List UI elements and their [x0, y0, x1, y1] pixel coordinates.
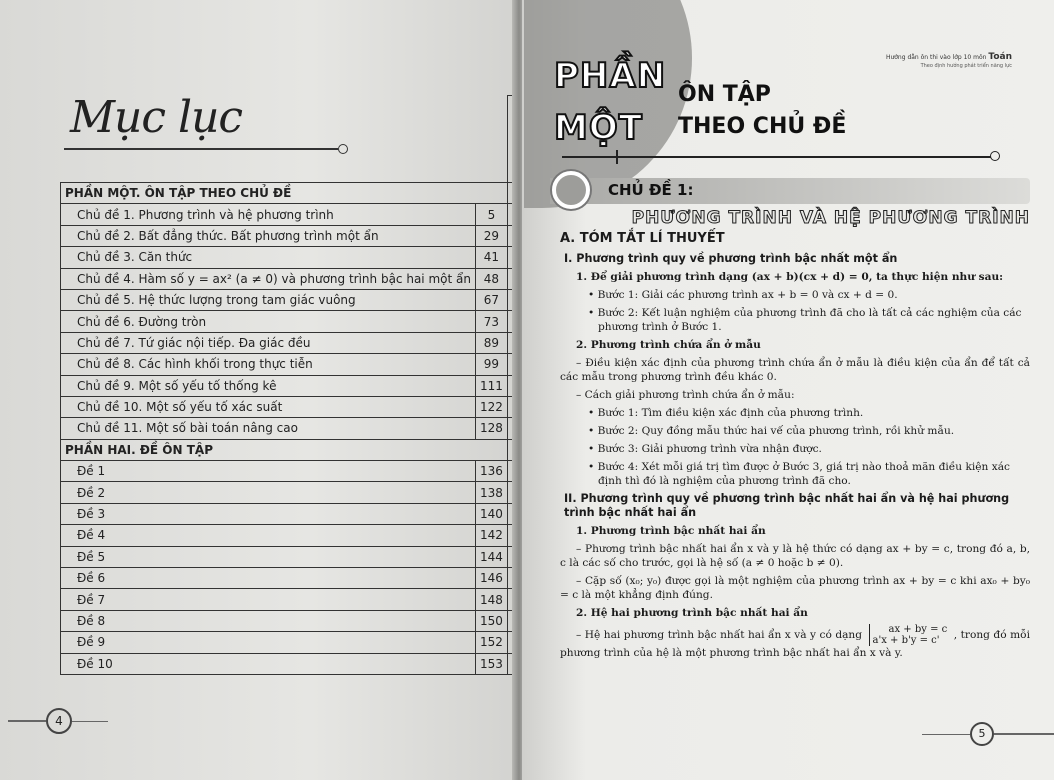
running-header-subject: Toán: [988, 52, 1012, 62]
section-a-heading: A. TÓM TẮT LÍ THUYẾT: [560, 231, 725, 246]
step-1-2-2: • Bước 2: Quy đồng mẫu thức hai vế của phương trình, rồi khử mẫu.: [588, 425, 955, 437]
table-row[interactable]: [61, 418, 519, 439]
table-row[interactable]: [61, 632, 519, 653]
table-row[interactable]: [61, 589, 519, 610]
page-number-left: 4: [46, 708, 72, 734]
toc-entry-title: Đề 9: [61, 632, 476, 653]
toc-entry-title: Chủ đề 2. Bất đẳng thức. Bất phương trình một ẩn: [61, 225, 476, 246]
step-1-2-4: • Bước 4: Xét mỗi giá trị tìm được ở Bước 3, giá trị nào thoả mãn điều kiện xác định thì đó là nghiệm của phương trình đã cho.: [588, 461, 1010, 487]
page-number-right: 5: [970, 722, 994, 746]
toc-entry-page: 148: [475, 589, 507, 610]
system-intro-text: – Hệ hai phương trình bậc nhất hai ẩn x và y có dạng: [576, 629, 863, 641]
page-number-right-line: [922, 734, 970, 735]
body-text: [560, 232, 1030, 664]
paragraph-1-2-2: – Cách giải phương trình chứa ẩn ở mẫu:: [576, 389, 795, 401]
toc-entry-title: Đề 8: [61, 610, 476, 631]
topic-ring-icon: [552, 171, 590, 209]
topic-name: PHƯƠNG TRÌNH VÀ HỆ PHƯƠNG TRÌNH: [631, 208, 1030, 228]
toc-entry-title: Đề 4: [61, 525, 476, 546]
section-2-heading: II. Phương trình quy về phương trình bậc nhất hai ẩn và hệ hai phương trình bậc nhất hai ẩn: [564, 492, 1010, 519]
step-1-1-1: • Bước 1: Giải các phương trình ax + b = 0 và cx + d = 0.: [588, 289, 898, 301]
toc-entry-page: 128: [475, 418, 507, 439]
subsection-2-1-heading: 1. Phương trình bậc nhất hai ẩn: [576, 525, 766, 537]
paragraph-1-2-1: – Điều kiện xác định của phương trình chứa ẩn ở mẫu là điều kiện của ẩn để tất cả các mẫu trong phương trình đều khác 0.: [560, 357, 1030, 383]
toc-entry-page: 48: [475, 268, 507, 289]
subsection-1-1-heading: 1. Để giải phương trình dạng (ax + b)(cx + d) = 0, ta thực hiện như sau:: [576, 271, 1004, 283]
part-title-1: ÔN TẬP: [678, 82, 771, 107]
toc-title: Mục lục: [70, 92, 243, 143]
toc-entry-page: 41: [475, 247, 507, 268]
running-header: [886, 52, 1012, 62]
topic-label: CHỦ ĐỀ 1:: [608, 181, 694, 199]
toc-entry-page: 5: [475, 204, 507, 225]
toc-entry-title: Chủ đề 10. Một số yếu tố xác suất: [61, 396, 476, 417]
system-outro-text: , trong đó mỗi phương trình của hệ là một phương trình bậc nhất hai ẩn x và y.: [560, 629, 1030, 659]
toc-entry-page: 29: [475, 225, 507, 246]
toc-entry-title: Chủ đề 1. Phương trình và hệ phương trình: [61, 204, 476, 225]
table-row[interactable]: [61, 289, 519, 310]
toc-entry-page: 99: [475, 354, 507, 375]
subsection-1-2-heading: 2. Phương trình chứa ẩn ở mẫu: [576, 339, 761, 351]
toc-entry-page: 140: [475, 503, 507, 524]
toc-entry-page: 89: [475, 332, 507, 353]
step-1-2-1: • Bước 1: Tìm điều kiện xác định của phương trình.: [588, 407, 864, 419]
toc-entry-title: Đề 3: [61, 503, 476, 524]
table-row[interactable]: [61, 546, 519, 567]
toc-header-blank: [61, 96, 508, 183]
part-header-circle: [524, 0, 692, 208]
table-row[interactable]: [61, 482, 519, 503]
table-row[interactable]: [61, 610, 519, 631]
toc-entry-page: 111: [475, 375, 507, 396]
toc-entry-title: Đề 2: [61, 482, 476, 503]
table-row[interactable]: [61, 204, 519, 225]
page-number-right-tail: [994, 733, 1054, 735]
toc-entry-title: Chủ đề 3. Căn thức: [61, 247, 476, 268]
toc-entry-title: Đề 6: [61, 568, 476, 589]
part-rule: [562, 156, 992, 158]
table-row[interactable]: [61, 653, 519, 674]
toc-entry-title: Chủ đề 7. Tứ giác nội tiếp. Đa giác đều: [61, 332, 476, 353]
system-equation-2: a'x + b'y = c': [872, 635, 940, 646]
table-row[interactable]: [61, 332, 519, 353]
toc-entry-page: 153: [475, 653, 507, 674]
subsection-2-2-heading: 2. Hệ hai phương trình bậc nhất hai ẩn: [576, 607, 808, 619]
table-row[interactable]: [61, 247, 519, 268]
toc-entry-page: 146: [475, 568, 507, 589]
table-row[interactable]: [61, 311, 519, 332]
table-row[interactable]: [61, 525, 519, 546]
step-1-2-3: • Bước 3: Giải phương trình vừa nhận được.: [588, 443, 822, 455]
part-rule-dot: [990, 151, 1000, 161]
part-title-2: THEO CHỦ ĐỀ: [678, 114, 847, 139]
running-header-text: Hướng dẫn ôn thi vào lớp 10 môn: [885, 54, 987, 61]
paragraph-2-2-1: [560, 624, 1030, 660]
toc-section-row: [61, 439, 519, 460]
toc-entry-title: Chủ đề 11. Một số bài toán nâng cao: [61, 418, 476, 439]
paragraph-2-1-2: – Cặp số (x₀; y₀) được gọi là một nghiệm của phương trình ax + by = c khi ax₀ + by₀ = c là một khẳng định đúng.: [560, 575, 1030, 601]
toc-table: [60, 95, 518, 675]
table-row[interactable]: [61, 461, 519, 482]
table-row[interactable]: [61, 354, 519, 375]
right-page: [522, 0, 1054, 780]
system-equation-1: ax + by = c: [888, 624, 948, 635]
equation-system: [869, 624, 948, 646]
section-1-heading: I. Phương trình quy về phương trình bậc nhất một ẩn: [564, 252, 898, 265]
toc-entry-page: 67: [475, 289, 507, 310]
toc-entry-page: 138: [475, 482, 507, 503]
toc-entry-title: Chủ đề 8. Các hình khối trong thực tiễn: [61, 354, 476, 375]
toc-entry-page: 136: [475, 461, 507, 482]
part-word-2: MỘT: [554, 108, 643, 148]
toc-entry-title: Chủ đề 4. Hàm số y = ax² (a ≠ 0) và phương trình bậc hai một ẩn: [61, 268, 476, 289]
toc-entry-page: 73: [475, 311, 507, 332]
left-page: [0, 0, 518, 780]
toc-entry-title: Chủ đề 5. Hệ thức lượng trong tam giác vuông: [61, 289, 476, 310]
table-row[interactable]: [61, 568, 519, 589]
paragraph-2-1-1: – Phương trình bậc nhất hai ẩn x và y là hệ thức có dạng ax + by = c, trong đó a, b, c là các số cho trước, gọi là hệ số (a ≠ 0 hoặc b ≠ 0).: [560, 543, 1030, 569]
toc-section-heading: PHẦN HAI. ĐỀ ÔN TẬP: [61, 439, 508, 460]
table-row[interactable]: [61, 396, 519, 417]
toc-entry-page: 144: [475, 546, 507, 567]
toc-entry-title: Đề 7: [61, 589, 476, 610]
toc-entry-title: Đề 5: [61, 546, 476, 567]
page-number-line: [8, 720, 46, 722]
toc-entry-title: Chủ đề 6. Đường tròn: [61, 311, 476, 332]
step-1-1-2: • Bước 2: Kết luận nghiệm của phương trình đã cho là tất cả các nghiệm của các phương trình ở Bước 1.: [588, 307, 1022, 333]
page-number-tail: [72, 721, 108, 722]
part-rule-tick: [616, 150, 618, 164]
toc-entry-page: 122: [475, 396, 507, 417]
table-row[interactable]: [61, 503, 519, 524]
toc-entry-title: Chủ đề 9. Một số yếu tố thống kê: [61, 375, 476, 396]
toc-entry-title: Đề 10: [61, 653, 476, 674]
toc-section-heading: PHẦN MỘT. ÔN TẬP THEO CHỦ ĐỀ: [61, 183, 508, 204]
part-word-1: PHẦN: [554, 56, 667, 96]
toc-entry-title: Đề 1: [61, 461, 476, 482]
toc-entry-page: 152: [475, 632, 507, 653]
toc-entry-page: 142: [475, 525, 507, 546]
table-row[interactable]: [61, 225, 519, 246]
running-header-sub: Theo định hướng phát triển năng lực: [920, 63, 1012, 69]
table-row[interactable]: [61, 375, 519, 396]
toc-section-row: [61, 183, 519, 204]
table-row[interactable]: [61, 268, 519, 289]
toc-entry-page: 150: [475, 610, 507, 631]
